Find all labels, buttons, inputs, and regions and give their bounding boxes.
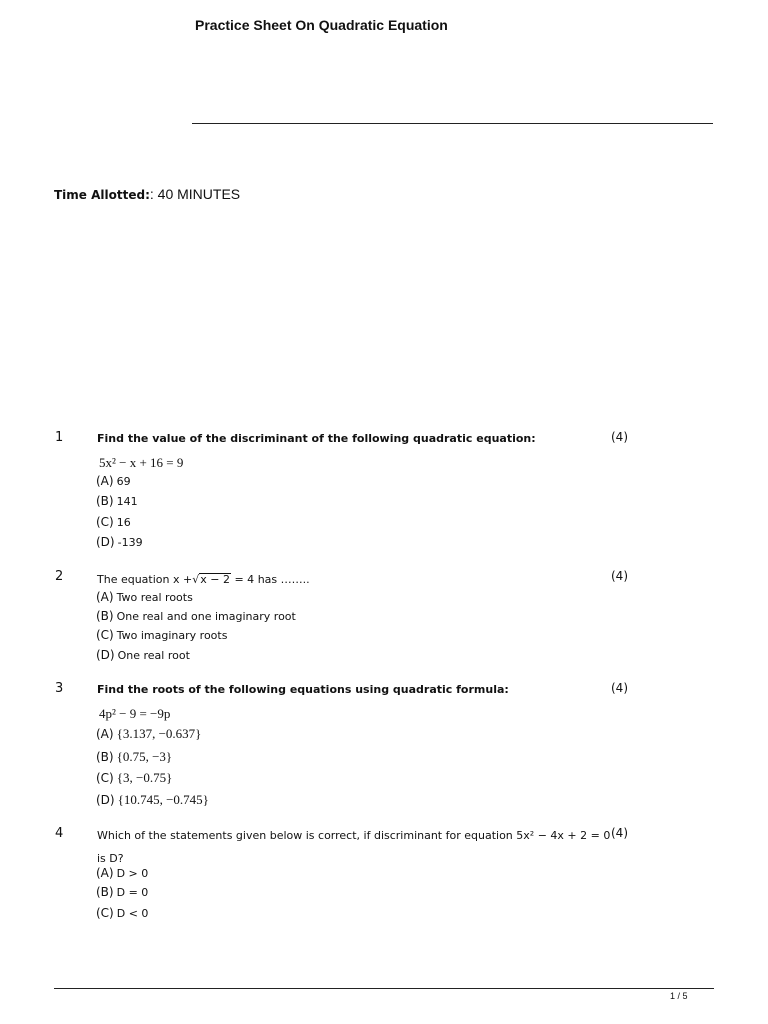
question-2-stem: The equation x +√x − 2 = 4 has …….. [97,573,310,586]
question-3-option-d: (D) {10.745, −0.745} [96,792,209,807]
question-2-number: 2 [55,569,64,584]
question-1-option-a: (A) 69 [96,474,131,488]
question-2-option-c: (C) Two imaginary roots [96,628,228,642]
question-2-option-b: (B) One real and one imaginary root [96,609,296,623]
question-1-marks: (4) [611,430,628,444]
question-2-marks: (4) [611,569,628,583]
page-title: Practice Sheet On Quadratic Equation [195,17,448,33]
page-number: 1 / 5 [670,991,688,1001]
question-4-option-b: (B) D = 0 [96,885,149,899]
question-2-option-d: (D) One real root [96,648,190,662]
question-1-option-c: (C) 16 [96,515,131,529]
question-3-option-a: (A) {3.137, −0.637} [96,726,202,741]
question-3-marks: (4) [611,681,628,695]
question-3-number: 3 [55,681,64,696]
time-allotted [54,186,240,202]
question-1-equation: 5x² − x + 16 = 9 [99,455,184,470]
question-4-stem-line2: is D? [97,852,124,865]
question-2-option-a: (A) Two real roots [96,590,193,604]
question-1-stem: Find the value of the discriminant of the following quadratic equation: [97,432,536,445]
time-value: : 40 MINUTES [149,186,241,202]
question-4-marks: (4) [611,826,628,840]
question-1-number: 1 [55,430,64,445]
question-3-stem: Find the roots of the following equations using quadratic formula: [97,683,509,696]
name-line [192,123,713,124]
question-3-option-b: (B) {0.75, −3} [96,749,173,764]
footer-rule [54,988,714,989]
time-label: Time Allotted: [54,188,150,202]
question-1-option-b: (B) 141 [96,494,138,508]
question-3-option-c: (C) {3, −0.75} [96,770,173,785]
question-4-number: 4 [55,826,64,841]
question-4-option-c: (C) D < 0 [96,906,149,920]
question-3-equation: 4p² − 9 = −9p [99,706,171,721]
question-4-option-a: (A) D > 0 [96,866,149,880]
question-4-stem: Which of the statements given below is correct, if discriminant for equation 5x² − 4x + 2 = 0 [97,829,611,842]
question-1-option-d: (D) -139 [96,535,143,549]
